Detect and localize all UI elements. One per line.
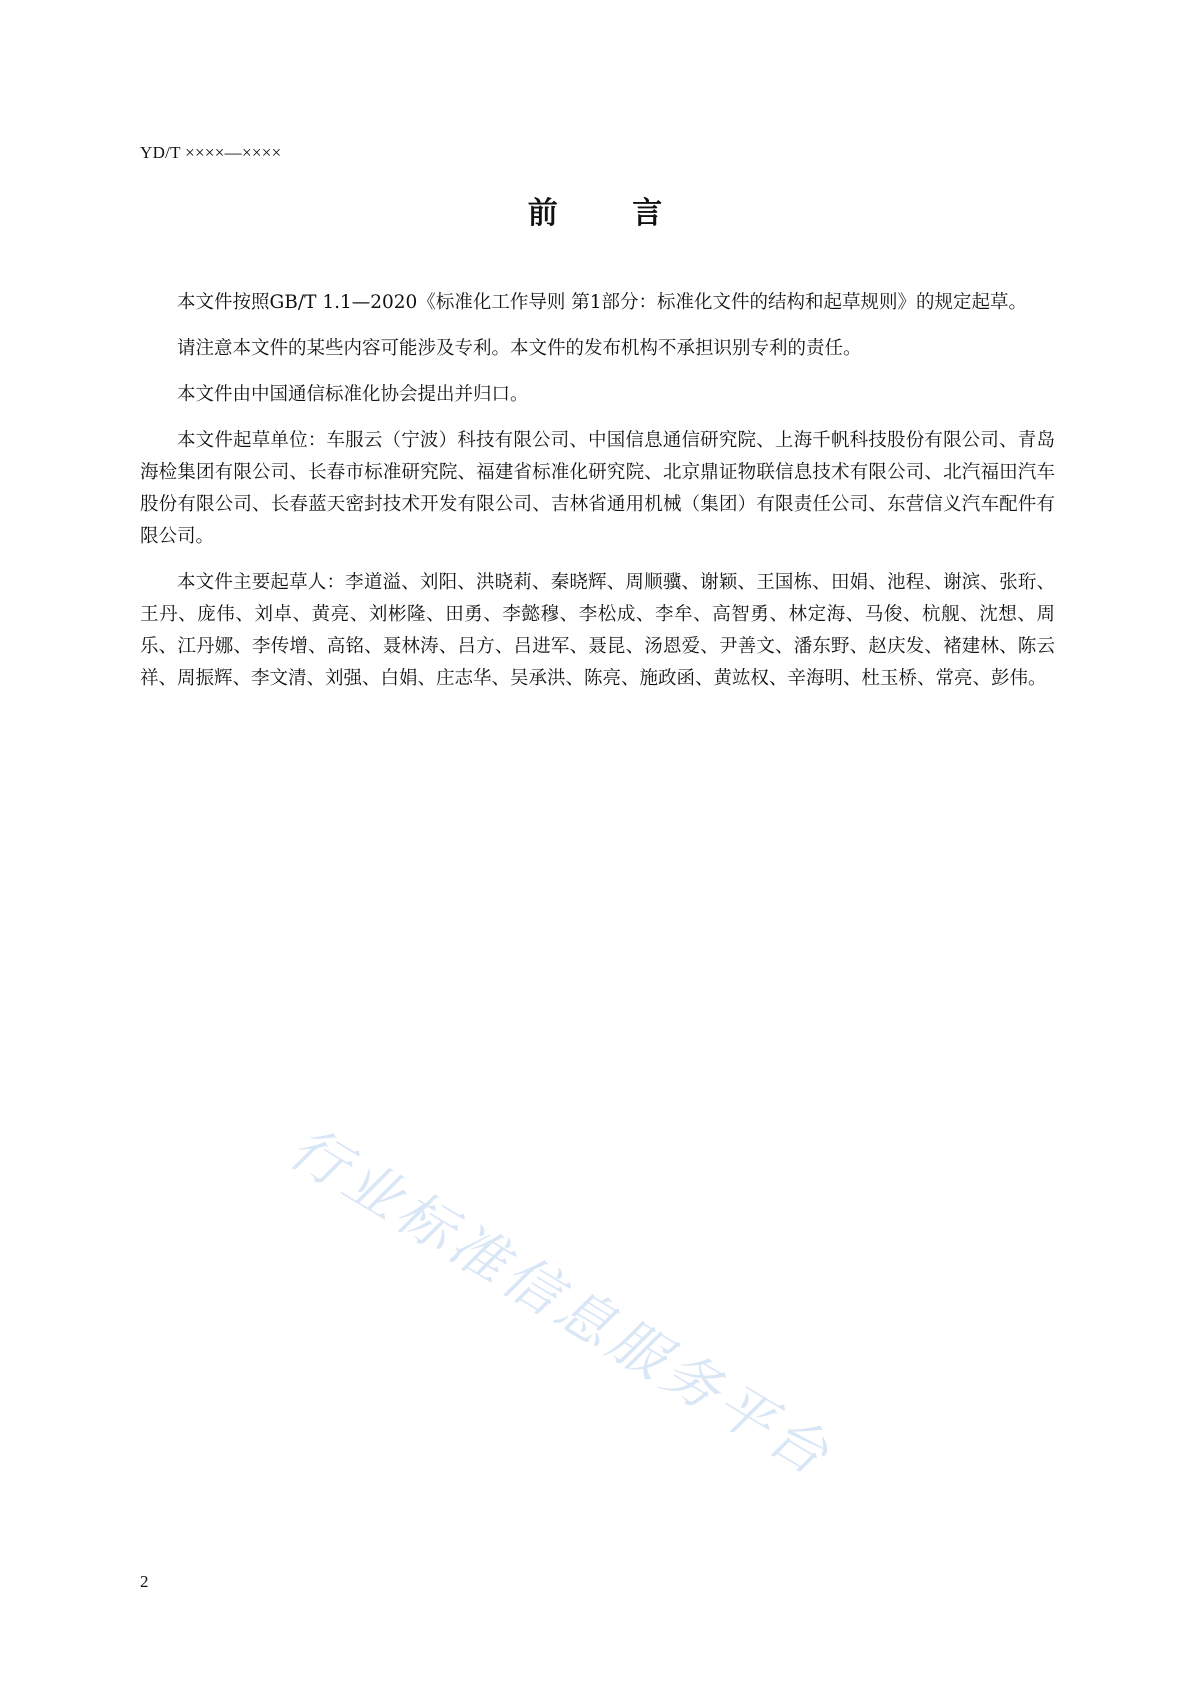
paragraph-drafting-units: 本文件起草单位：车服云（宁波）科技有限公司、中国信息通信研究院、上海千帆科技股份有限公司、青岛海检集团有限公司、长春市标准研究院、福建省标准化研究院、北京鼎证物联信息技术有限公司、北汽福田汽车股份有限公司、长春蓝天密封技术开发有限公司、吉林省通用机械（集团）有限责任公司、东营信义汽车配件有限公司。 [140,430,1055,547]
page-number: 2 [140,1572,149,1591]
document-code: YD/T ××××—×××× [140,143,282,162]
paragraph-proposer: 本文件由中国通信标准化协会提出并归口。 [177,384,529,405]
paragraph-drafters: 本文件主要起草人：李道溢、刘阳、洪晓莉、秦晓辉、周顺骥、谢颖、王国栋、田娟、池程、谢滨、张珩、王丹、庞伟、刘卓、黄亮、刘彬隆、田勇、李懿穆、李松成、李牟、高智勇、林定海、马俊、杭舰、沈想、周乐、江丹娜、李传增、高铭、聂林涛、吕方、吕进军、聂昆、汤恩爱、尹善文、潘东野、赵庆发、褚建林、陈云祥、周振辉、李文清、刘强、白娟、庄志华、吴承洪、陈亮、施政函、黄竑权、辛海明、杜玉桥、常亮、彭伟。 [140,572,1055,689]
page-title: 前 言 [527,196,663,231]
watermark: 行业标准信息服务平台 [278,1115,844,1491]
paragraph-drafting-rules: 本文件按照GB/T 1.1—2020《标准化工作导则 第1部分：标准化文件的结构和起草规则》的规定起草。 [177,292,1027,313]
foreword-body [140,287,1055,709]
paragraph-patent-notice: 请注意本文件的某些内容可能涉及专利。本文件的发布机构不承担识别专利的责任。 [177,338,862,359]
